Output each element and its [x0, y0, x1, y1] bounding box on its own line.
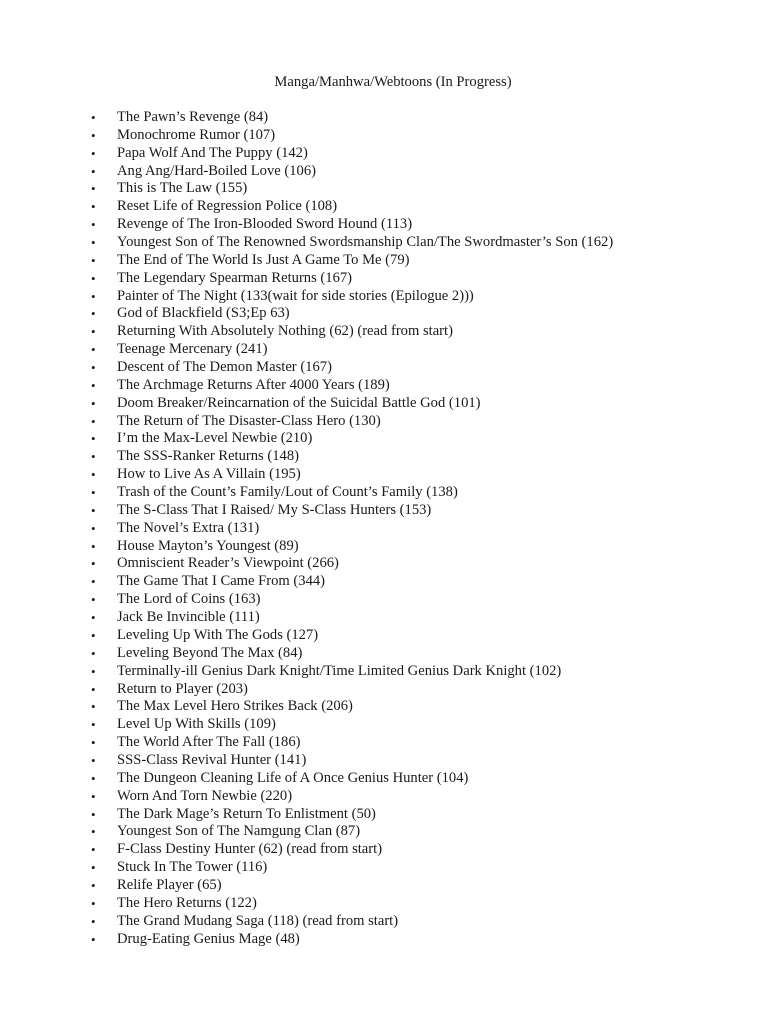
list-item-text: The Novel’s Extra (131): [117, 519, 260, 536]
list-item-text: Stuck In The Tower (116): [117, 859, 268, 876]
list-item-text: God of Blackfield (S3;Ep 63): [117, 305, 290, 322]
list-item-text: The S-Class That I Raised/ My S-Class Hunters (153): [117, 501, 432, 518]
bullet-icon: •: [91, 913, 96, 929]
bullet-icon: •: [91, 645, 96, 661]
bullet-icon: •: [91, 842, 96, 858]
list-item-text: SSS-Class Revival Hunter (141): [117, 751, 307, 768]
list-item-text: The Game That I Came From (344): [117, 573, 326, 590]
list-item-text: The Grand Mudang Saga (118) (read from start): [117, 912, 399, 929]
bullet-icon: •: [91, 449, 96, 465]
list-item-text: The Dark Mage’s Return To Enlistment (50): [117, 805, 376, 822]
list-item-text: The Hero Returns (122): [117, 894, 257, 911]
list-item-text: F-Class Destiny Hunter (62) (read from start): [117, 841, 383, 858]
list-item-text: Jack Be Invincible (111): [117, 609, 260, 626]
list-item-text: Return to Player (203): [117, 680, 248, 697]
list-item-text: Painter of The Night (133(wait for side stories (Epilogue 2))): [117, 287, 474, 304]
bullet-icon: •: [91, 592, 96, 608]
list-item-text: This is The Law (155): [117, 180, 248, 197]
list-item-text: The Dungeon Cleaning Life of A Once Genius Hunter (104): [117, 769, 469, 786]
bullet-icon: •: [91, 270, 96, 286]
bullet-icon: •: [91, 717, 96, 733]
list-item-text: Reset Life of Regression Police (108): [117, 198, 338, 215]
list-item-text: Trash of the Count’s Family/Lout of Count’s Family (138): [117, 484, 458, 501]
bullet-icon: •: [91, 877, 96, 893]
bullet-icon: •: [91, 324, 96, 340]
list-item-text: Leveling Up With The Gods (127): [117, 626, 319, 643]
bullet-icon: •: [91, 431, 96, 447]
bullet-icon: •: [91, 377, 96, 393]
list-item-text: The World After The Fall (186): [117, 734, 301, 751]
list-item-text: Youngest Son of The Namgung Clan (87): [117, 823, 361, 840]
bullet-icon: •: [91, 127, 96, 143]
bullet-icon: •: [91, 395, 96, 411]
bullet-icon: •: [91, 788, 96, 804]
list-item-text: The Max Level Hero Strikes Back (206): [117, 698, 353, 715]
bullet-icon: •: [91, 610, 96, 626]
list-item-text: Terminally-ill Genius Dark Knight/Time Limited Genius Dark Knight (102): [117, 662, 562, 679]
bullet-icon: •: [91, 288, 96, 304]
bullet-icon: •: [91, 556, 96, 572]
list-item-text: The End of The World Is Just A Game To Me (79): [117, 251, 410, 268]
bullet-icon: •: [91, 806, 96, 822]
list-item-text: The Lord of Coins (163): [117, 591, 261, 608]
bullet-icon: •: [91, 217, 96, 233]
list-item-text: Leveling Beyond The Max (84): [117, 644, 303, 661]
bullet-icon: •: [91, 520, 96, 536]
bullet-icon: •: [91, 485, 96, 501]
bullet-icon: •: [91, 342, 96, 358]
list-item-text: Youngest Son of The Renowned Swordsmanship Clan/The Swordmaster’s Son (162): [117, 234, 614, 251]
list-item-text: The Archmage Returns After 4000 Years (189): [117, 376, 390, 393]
list-item-text: Relife Player (65): [117, 876, 222, 893]
bullet-icon: •: [91, 770, 96, 786]
list-item-text: Monochrome Rumor (107): [117, 126, 276, 143]
list-item-text: The Pawn’s Revenge (84): [117, 109, 269, 125]
bullet-icon: •: [91, 413, 96, 429]
list-item-text: I’m the Max-Level Newbie (210): [117, 430, 313, 447]
bullet-icon: •: [91, 627, 96, 643]
list-item-text: Revenge of The Iron-Blooded Sword Hound (113): [117, 216, 413, 233]
bullet-icon: •: [91, 752, 96, 768]
list-item-text: Omniscient Reader’s Viewpoint (266): [117, 555, 339, 572]
bullet-icon: •: [91, 538, 96, 554]
bullet-icon: •: [91, 663, 96, 679]
bullet-icon: •: [91, 145, 96, 161]
bullet-icon: •: [91, 860, 96, 876]
list-item-text: Papa Wolf And The Puppy (142): [117, 144, 308, 161]
bullet-icon: •: [91, 235, 96, 251]
bullet-icon: •: [91, 467, 96, 483]
list-item-text: The Return of The Disaster-Class Hero (130): [117, 412, 381, 429]
list-item-text: Drug-Eating Genius Mage (48): [117, 930, 300, 947]
document-title: Manga/Manhwa/Webtoons (In Progress): [274, 74, 512, 90]
bullet-icon: •: [91, 306, 96, 322]
bullet-icon: •: [91, 163, 96, 179]
list-item-text: The Legendary Spearman Returns (167): [117, 269, 353, 286]
bullet-icon: •: [91, 574, 96, 590]
bullet-icon: •: [91, 895, 96, 911]
list-item-text: Doom Breaker/Reincarnation of the Suicidal Battle God (101): [117, 394, 481, 411]
list-item-text: Worn And Torn Newbie (220): [117, 787, 293, 804]
bullet-icon: •: [91, 735, 96, 751]
bullet-icon: •: [91, 931, 96, 947]
bullet-icon: •: [91, 681, 96, 697]
list-item-text: Descent of The Demon Master (167): [117, 359, 332, 376]
bullet-icon: •: [91, 824, 96, 840]
bullet-icon: •: [91, 360, 96, 376]
bullet-icon: •: [91, 699, 96, 715]
bullet-icon: •: [91, 199, 96, 215]
list-item-text: The SSS-Ranker Returns (148): [117, 448, 299, 465]
list-item-text: Returning With Absolutely Nothing (62) (read from start): [117, 323, 453, 340]
bullet-icon: •: [91, 110, 96, 125]
bullet-icon: •: [91, 502, 96, 518]
list-item-text: House Mayton’s Youngest (89): [117, 537, 299, 554]
bullet-icon: •: [91, 181, 96, 197]
list-item-text: Teenage Mercenary (241): [117, 341, 268, 358]
bullet-icon: •: [91, 252, 96, 268]
list-item-text: Ang Ang/Hard-Boiled Love (106): [117, 162, 317, 179]
list-item-text: Level Up With Skills (109): [117, 716, 276, 733]
list-item-text: How to Live As A Villain (195): [117, 466, 301, 483]
